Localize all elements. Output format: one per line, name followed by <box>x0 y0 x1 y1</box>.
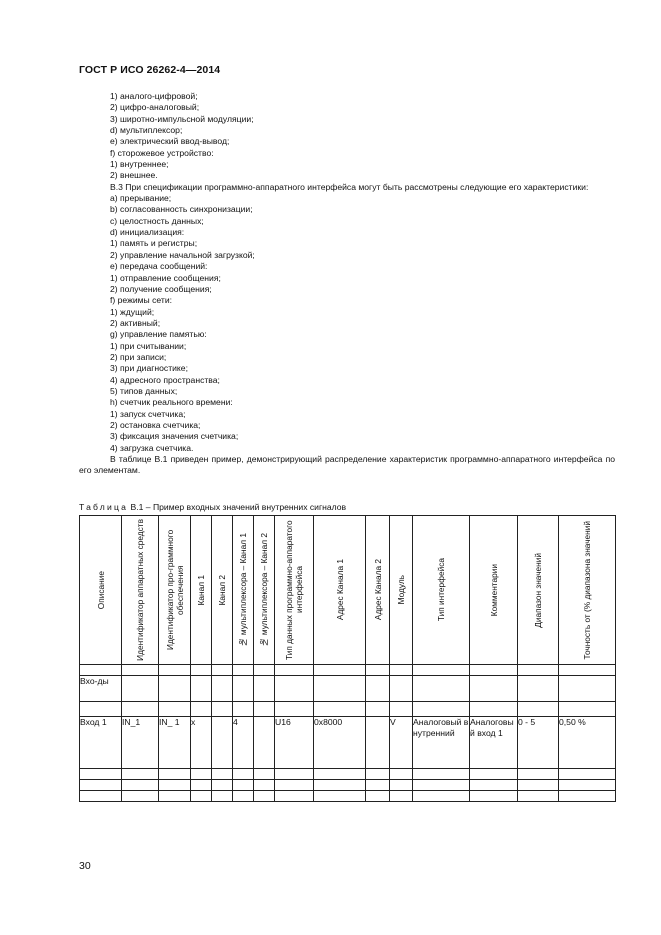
list-item: 2) управление начальной загрузкой; <box>110 249 255 260</box>
table-cell: IN_ 1 <box>159 717 191 769</box>
column-header: Точность от (% диапазона значений <box>559 516 616 665</box>
list-item: 1) ждущий; <box>110 306 155 317</box>
table-row <box>80 676 616 702</box>
table-cell: x <box>191 717 212 769</box>
list-item: 5) типов данных; <box>110 385 178 396</box>
column-header: Комментарии <box>470 516 518 665</box>
list-item: 3) фиксация значения счетчика; <box>110 431 239 442</box>
caption-text: В.1 – Пример входных значений внутренних сигналов <box>128 502 347 512</box>
column-header: Описание <box>80 516 122 665</box>
list-item: c) целостность данных; <box>110 215 204 226</box>
list-item: 2) внешнее. <box>110 170 158 181</box>
list-item: 2) активный; <box>110 317 161 328</box>
paragraph-b3: В.3 При спецификации программно-аппаратного интерфейса могут быть рассмотрены следующие его характеристики: <box>110 181 589 192</box>
page-number: 30 <box>79 860 91 872</box>
signals-table <box>79 515 616 802</box>
list-item: b) согласованность синхронизации; <box>110 204 253 215</box>
document-header: ГОСТ Р ИСО 26262-4—2014 <box>79 64 221 76</box>
table-cell <box>366 717 390 769</box>
list-item: 1) отправление сообщения; <box>110 272 221 283</box>
list-item: h) счетчик реального времени: <box>110 397 233 408</box>
paragraph-table-reference: В таблице В.1 приведен пример, демонстрирующий распределение характеристик программно-аппаратного интерфейса по его элементам. <box>79 454 615 476</box>
table-cell: Вхо-ды <box>80 676 122 702</box>
column-header: Идентификатор про-граммного обеспечения <box>159 516 191 665</box>
list-item: 1) при считывании; <box>110 340 187 351</box>
list-item: 1) аналого-цифровой; <box>110 91 198 101</box>
table-row <box>80 780 616 791</box>
list-item: 2) при записи; <box>110 351 167 362</box>
list-item: 3) при диагностике; <box>110 363 188 374</box>
table-cell <box>254 717 275 769</box>
table-cell: IN_1 <box>122 717 159 769</box>
table-row <box>80 791 616 802</box>
table-row <box>80 769 616 780</box>
column-header: № мультиплексора – Канал 1 <box>233 516 254 665</box>
table-cell: 0 - 5 <box>518 717 559 769</box>
table-cell: 4 <box>233 717 254 769</box>
list-item: 4) адресного пространства; <box>110 374 220 385</box>
list-item: 2) остановка счетчика; <box>110 419 201 430</box>
body-text <box>79 91 615 477</box>
list-item: e) передача сообщений: <box>110 261 208 272</box>
table-row <box>80 665 616 676</box>
table-cell: Аналоговый внутренний <box>413 717 470 769</box>
table-cell: U16 <box>275 717 314 769</box>
table-header-row <box>80 516 616 665</box>
column-header: Тип интерфейса <box>413 516 470 665</box>
list-item: a) прерывание; <box>110 193 172 204</box>
list-item: 3) широтно-импульсной модуляции; <box>110 113 254 124</box>
column-header: Канал 2 <box>212 516 233 665</box>
table-row <box>80 717 616 769</box>
column-header: № мультиплексора – Канал 2 <box>254 516 275 665</box>
column-header: Адрес Канала 1 <box>314 516 366 665</box>
list-item: 2) цифро-аналоговый; <box>110 102 200 113</box>
caption-label: Таблица <box>79 502 129 512</box>
table-row <box>80 702 616 717</box>
list-item: 4) загрузка счетчика. <box>110 442 194 453</box>
table-cell <box>212 717 233 769</box>
list-item: f) режимы сети: <box>110 295 173 306</box>
column-header: Диапазон значений <box>518 516 559 665</box>
list-item: e) электрический ввод-вывод; <box>110 136 230 147</box>
list-item: 1) внутреннее; <box>110 159 169 170</box>
list-item: 1) запуск счетчика; <box>110 408 186 419</box>
list-item: 2) получение сообщения; <box>110 283 212 294</box>
column-header: Канал 1 <box>191 516 212 665</box>
column-header: Модуль <box>390 516 413 665</box>
table-cell: Вход 1 <box>80 717 122 769</box>
column-header: Идентификатор аппаратных средств <box>122 516 159 665</box>
table-cell: V <box>390 717 413 769</box>
list-item: d) инициализация: <box>110 227 185 238</box>
list-item: f) сторожевое устройство: <box>110 147 214 158</box>
list-item: g) управление памятью: <box>110 329 207 340</box>
table-cell: Аналоговый вход 1 <box>470 717 518 769</box>
list-item: 1) память и регистры; <box>110 238 198 249</box>
column-header: Тип данных программно-аппаратого интерфейса <box>275 516 314 665</box>
list-item: d) мультиплексор; <box>110 125 183 136</box>
table-cell: 0,50 % <box>559 717 616 769</box>
column-header: Адрес Канала 2 <box>366 516 390 665</box>
table-cell: 0x8000 <box>314 717 366 769</box>
table-caption <box>79 502 346 512</box>
